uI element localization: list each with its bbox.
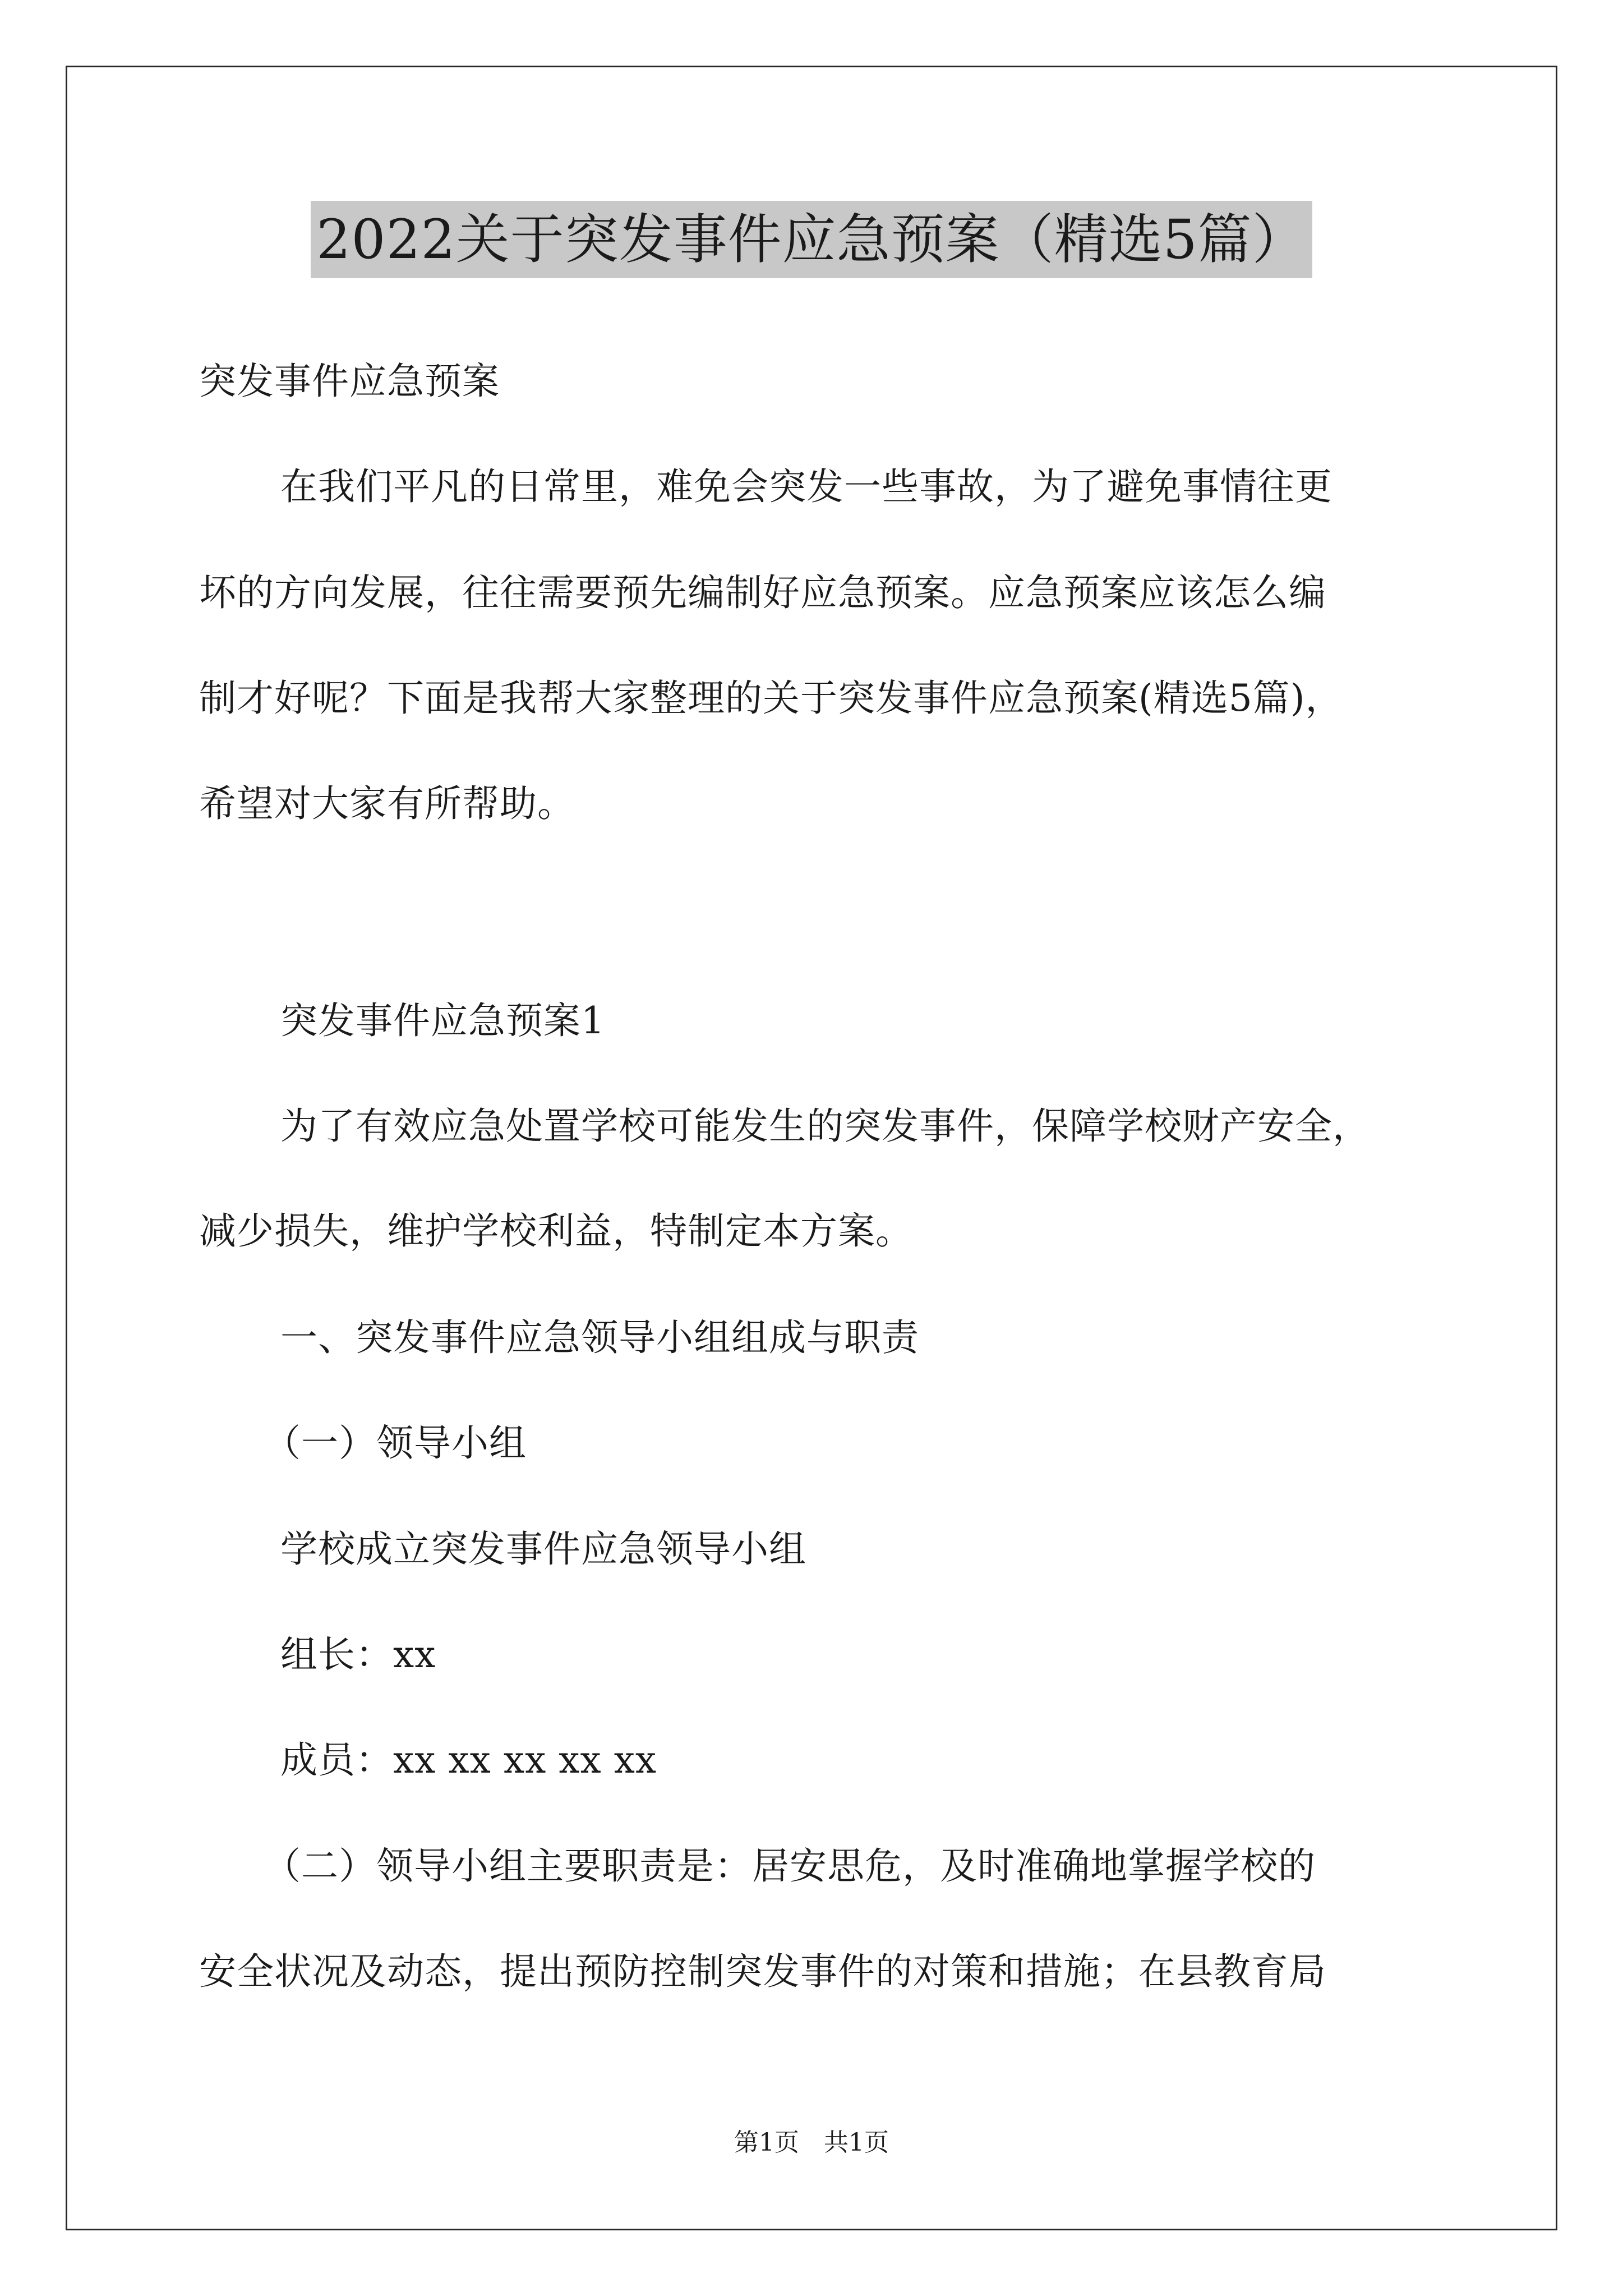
document-title: 2022关于突发事件应急预案（精选5篇）: [311, 201, 1312, 278]
paragraph-line: 制才好呢？下面是我帮大家整理的关于突发事件应急预案(精选5篇)，: [199, 677, 1343, 720]
paragraph-line: （二）领导小组主要职责是：居安思危，及时准确地掌握学校的: [264, 1844, 1316, 1888]
paragraph-line: 减少损失，维护学校利益，特制定本方案。: [199, 1209, 913, 1253]
paragraph-line: 在我们平凡的日常里，难免会突发一些事故，为了避免事情往更: [280, 465, 1332, 508]
paragraph-line: 一、突发事件应急领导小组组成与职责: [280, 1316, 919, 1359]
page-footer: 第1页 共1页: [734, 2128, 889, 2157]
paragraph-line: （一）领导小组: [264, 1421, 527, 1465]
paragraph-line: 组长：xx: [280, 1633, 436, 1676]
section-heading: 突发事件应急预案: [199, 360, 500, 403]
paragraph-line: 坏的方向发展，往往需要预先编制好应急预案。应急预案应该怎么编: [199, 571, 1326, 614]
paragraph-line: 希望对大家有所帮助。: [199, 782, 575, 825]
paragraph-line: 为了有效应急处置学校可能发生的突发事件，保障学校财产安全，: [280, 1105, 1370, 1148]
section-heading: 突发事件应急预案1: [280, 999, 605, 1042]
paragraph-line: 安全状况及动态，提出预防控制突发事件的对策和措施；在县教育局: [199, 1950, 1326, 1993]
title-container: [0, 201, 1623, 278]
paragraph-line: 成员：xx xx xx xx xx: [280, 1738, 657, 1782]
paragraph-line: 学校成立突发事件应急领导小组: [280, 1527, 806, 1571]
